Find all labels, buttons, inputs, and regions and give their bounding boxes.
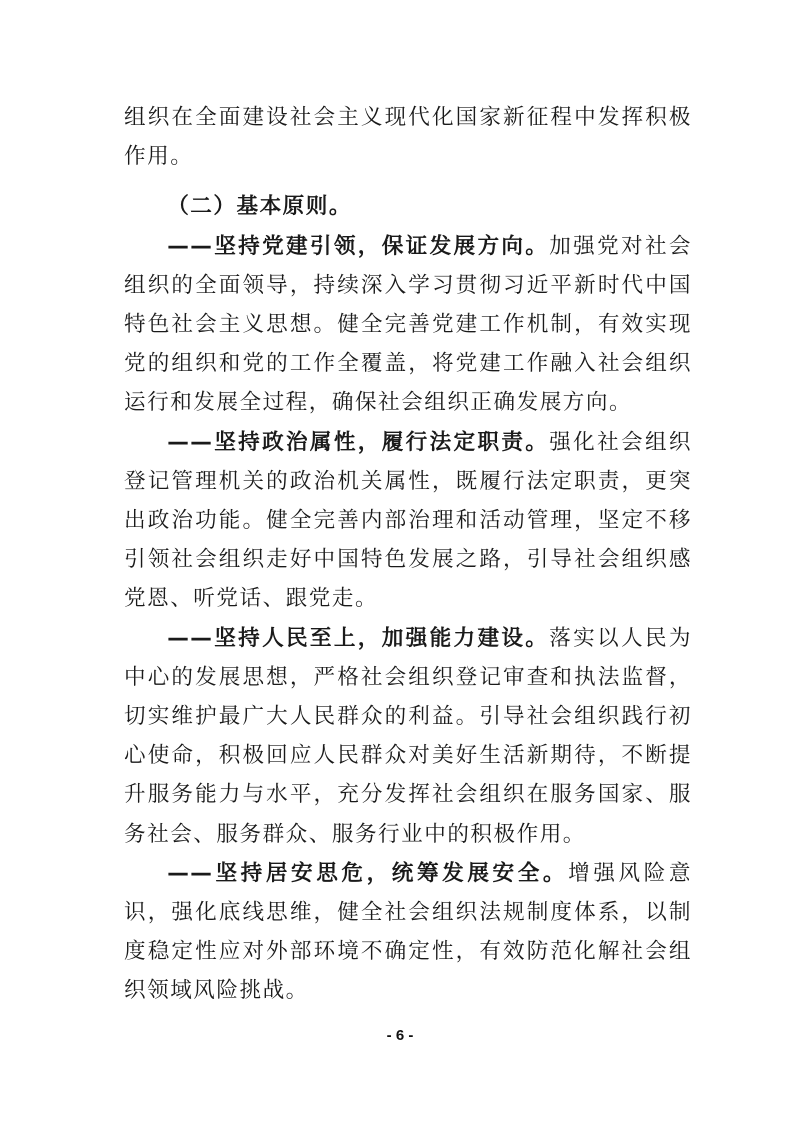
principle-title: ——坚持党建引领，保证发展方向。 <box>167 233 550 259</box>
principle-title: ——坚持居安思危，统筹发展安全。 <box>167 860 569 886</box>
document-body <box>124 98 692 1011</box>
principle-paragraph <box>124 619 692 854</box>
principle-body: 加强党对社会组织的全面领导，持续深入学习贯彻习近平新时代中国特色社会主义思想。健全完善党建工作机制，有效实现党的组织和党的工作全覆盖，将党建工作融入社会组织运行和发展全过程，确保社会组织正确发展方向。 <box>124 233 692 416</box>
principle-body: 增强风险意识，强化底线思维，健全社会组织法规制度体系，以制度稳定性应对外部环境不确定性，有效防范化解社会组织领域风险挑战。 <box>124 860 692 1004</box>
intro-paragraph: 组织在全面建设社会主义现代化国家新征程中发挥积极作用。 <box>124 105 692 170</box>
principle-paragraph <box>124 423 692 619</box>
principle-body: 强化社会组织登记管理机关的政治机关属性，既履行法定职责，更突出政治功能。健全完善内部治理和活动管理，坚定不移引领社会组织走好中国特色发展之路，引导社会组织感党恩、听党话、跟党走。 <box>124 429 692 612</box>
principle-body: 落实以人民为中心的发展思想，严格社会组织登记审查和执法监督，切实维护最广大人民群众的利益。引导社会组织践行初心使命，积极回应人民群众对美好生活新期待，不断提升服务能力与水平，充分发挥社会组织在服务国家、服务社会、服务群众、服务行业中的积极作用。 <box>124 625 692 847</box>
principle-title: ——坚持政治属性，履行法定职责。 <box>167 429 550 455</box>
page-number: - 6 - <box>386 1027 414 1044</box>
paragraph-gap <box>124 176 692 187</box>
section-heading: （二）基本原则。 <box>167 194 352 220</box>
principle-title: ——坚持人民至上，加强能力建设。 <box>167 625 550 651</box>
principle-paragraph <box>124 227 692 423</box>
principle-paragraph <box>124 854 692 1011</box>
